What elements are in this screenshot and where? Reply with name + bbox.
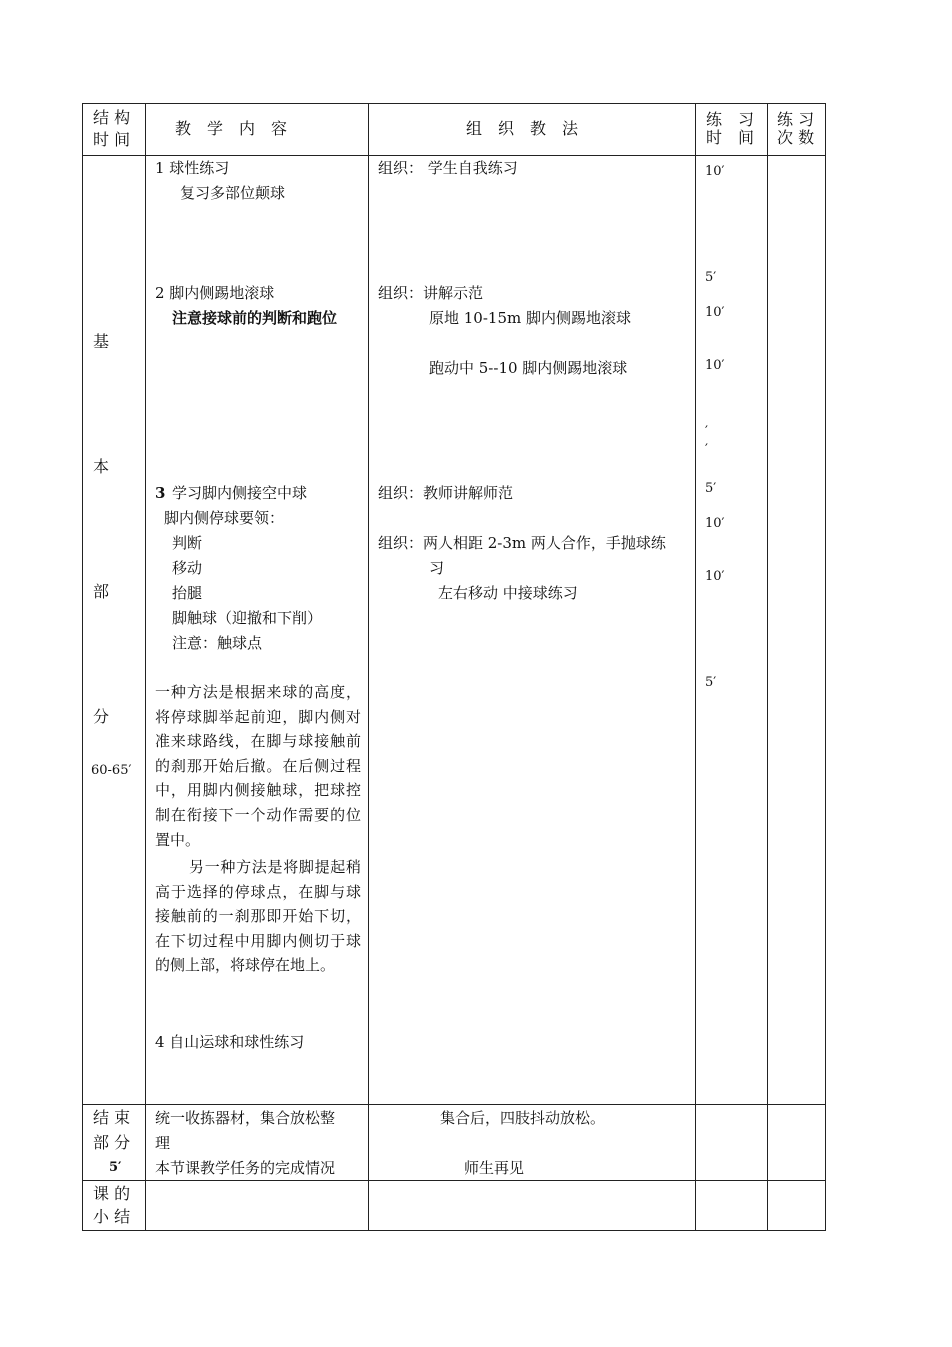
method-line: 组织：两人相距 2-3m 两人合作，手抛球练 [378, 534, 666, 552]
column-divider [695, 104, 696, 1230]
method-line: 原地 10-15m 脚内侧踢地滚球 [429, 309, 632, 327]
content-item1-title: 1 球性练习 [155, 159, 230, 177]
header-method: 组 织 教 法 [466, 119, 579, 138]
ending-label-line1: 结 束 [93, 1108, 131, 1127]
column-divider [767, 104, 768, 1230]
ending-method-line1: 集合后，四肢抖动放松。 [440, 1109, 606, 1127]
row-divider [83, 155, 825, 156]
method-line: 组织：教师讲解师范 [378, 484, 514, 502]
ending-label-line2: 部 分 [93, 1133, 131, 1152]
content-item3-title: 学习脚内侧接空中球 [172, 484, 308, 502]
method-line: 习 [429, 559, 445, 577]
ending-duration: 5′ [109, 1160, 122, 1175]
header-content: 教 学 内 容 [175, 119, 288, 138]
practice-time: 5′ [705, 481, 717, 496]
summary-label-line2: 小 结 [93, 1207, 131, 1226]
method-line: 组织： 学生自我练习 [378, 159, 518, 177]
content-item1-sub: 复习多部位颠球 [180, 184, 286, 202]
content-point: 移动 [172, 559, 203, 577]
content-paragraph-2: 另一种方法是将脚提起稍高于选择的停球点，在脚与球接触前的一刹那即开始下切，在下切过程中用脚内侧切于球的侧上部，将球停在地上。 [155, 858, 361, 975]
content-item3-number: 3 [155, 484, 166, 502]
column-divider [368, 104, 369, 1230]
practice-time: 10′ [705, 516, 725, 531]
ending-content-line3: 本节课教学任务的完成情况 [155, 1159, 336, 1177]
column-divider [145, 104, 146, 1230]
practice-time: ′ [705, 442, 708, 457]
header-practice-time-line2: 时 间 [706, 128, 755, 147]
header-structure-line2: 时 间 [93, 130, 131, 149]
practice-time: 10′ [705, 305, 725, 320]
method-line: 左右移动 中接球练习 [438, 584, 578, 602]
content-point: 脚触球（迎撤和下削） [172, 609, 323, 627]
basic-part-char: 部 [93, 582, 110, 601]
practice-time: 5′ [705, 270, 717, 285]
practice-time: 10′ [705, 164, 725, 179]
content-point: 抬腿 [172, 584, 203, 602]
row-divider [83, 1104, 825, 1105]
method-line: 组织：讲解示范 [378, 284, 484, 302]
method-line: 跑动中 5--10 脚内侧踢地滚球 [429, 359, 628, 377]
practice-time: 10′ [705, 569, 725, 584]
lesson-plan-table [82, 103, 826, 1231]
content-point: 注意：触球点 [172, 634, 263, 652]
ending-content-line1: 统一收拣器材，集合放松整 [155, 1109, 336, 1127]
basic-part-char: 基 [93, 332, 110, 351]
content-paragraph-1: 一种方法是根据来球的高度，将停球脚举起前迎，脚内侧对准来球路线，在脚与球接触前的刹那开始后撤。在后侧过程中，用脚内侧接触球，把球控制在衔接下一个动作需要的位置中。 [155, 683, 361, 849]
practice-time: 10′ [705, 358, 725, 373]
basic-part-duration: 60-65′ [91, 763, 132, 778]
ending-method-line2: 师生再见 [464, 1159, 525, 1177]
row-divider [83, 1180, 825, 1181]
content-item4: 4 自山运球和球性练习 [155, 1033, 305, 1051]
header-practice-time-line1: 练 习 [706, 110, 755, 129]
content-point: 判断 [172, 534, 203, 552]
basic-part-char: 分 [93, 707, 110, 726]
header-practice-count-line1: 练 习 [777, 110, 815, 129]
summary-label-line1: 课 的 [93, 1184, 131, 1203]
basic-part-char: 本 [93, 457, 110, 476]
content-item2-title: 2 脚内侧踢地滚球 [155, 284, 275, 302]
practice-time: ′ [705, 424, 708, 439]
ending-content-line2: 理 [155, 1134, 171, 1152]
header-structure-line1: 结 构 [93, 108, 131, 127]
content-item3-sub: 脚内侧停球要领： [164, 509, 285, 527]
content-item2-sub: 注意接球前的判断和跑位 [172, 309, 338, 327]
practice-time: 5′ [705, 675, 717, 690]
header-practice-count-line2: 次 数 [777, 128, 815, 147]
